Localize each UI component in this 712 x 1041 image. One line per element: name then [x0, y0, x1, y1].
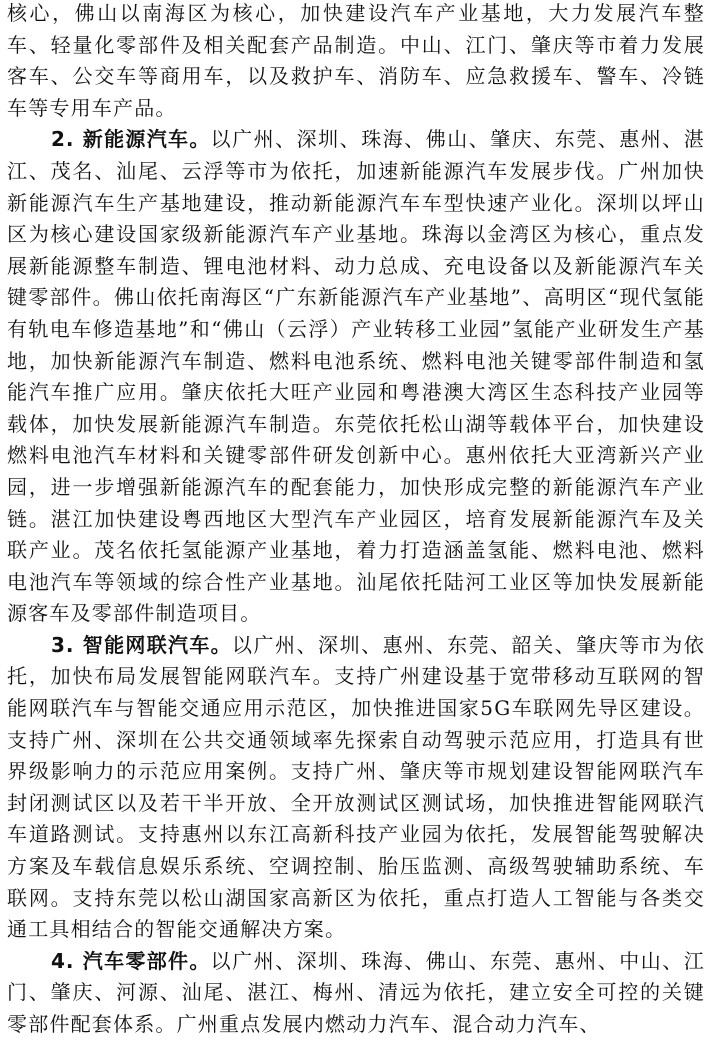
paragraph-intelligent-connected-vehicles-body: 以广州、深圳、惠州、东莞、韶关、肇庆等市为依托，加快布局发展智能网联汽车。支持广州建设基于宽带移动互联网的智能网联汽车与智能交通应用示范区，加快推进国家5G车联网先导区建设。支持广州、深圳在公共交通领域率先探索自动驾驶示范应用，打造具有世界级影响力的示范应用案例。支持广州、肇庆等市规划建设智能网联汽车封闭测试区以及若干半开放、全开放测试区测试场，加快推进智能网联汽车道路测试。支持惠州以东江高新科技产业园为依托，发展智能驾驶解决方案及车载信息娱乐系统、空调控制、胎压监测、高级驾驶辅助系统、车联网。支持东莞以松山湖国家高新区为依托，重点打造人工智能与各类交通工具相结合的智能交通解决方案。 — [7, 632, 705, 942]
paragraph-auto-parts — [7, 946, 705, 1041]
paragraph-intro — [7, 0, 705, 124]
section-heading-intelligent-connected-vehicles: 3. 智能网联汽车。 — [51, 632, 232, 657]
paragraph-auto-parts-body: 以广州、深圳、珠海、佛山、东莞、惠州、中山、江门、肇庆、河源、汕尾、湛江、梅州、清远为依托，建立安全可控的关键零部件配套体系。广州重点发展内燃动力汽车、混合动力汽车、 — [7, 948, 705, 1036]
paragraph-new-energy-vehicles — [7, 124, 705, 630]
section-heading-new-energy-vehicles: 2. 新能源汽车。 — [51, 127, 211, 152]
document-page — [7, 0, 705, 1041]
paragraph-intro-body: 核心，佛山以南海区为核心，加快建设汽车产业基地，大力发展汽车整车、轻量化零部件及相关配套产品制造。中山、江门、肇庆等市着力发展客车、公交车等商用车，以及救护车、消防车、应急救援车、警车、冷链车等专用车产品。 — [7, 1, 705, 120]
paragraph-intelligent-connected-vehicles — [7, 630, 705, 946]
section-heading-auto-parts: 4. 汽车零部件。 — [51, 948, 211, 973]
paragraph-new-energy-vehicles-body: 以广州、深圳、珠海、佛山、肇庆、东莞、惠州、湛江、茂名、汕尾、云浮等市为依托，加速新能源汽车发展步伐。广州加快新能源汽车生产基地建设，推动新能源汽车车型快速产业化。深圳以坪山区为核心建设国家级新能源汽车产业基地。珠海以金湾区为核心，重点发展新能源整车制造、锂电池材料、动力总成、充电设备以及新能源汽车关键零部件。佛山依托南海区“广东新能源汽车产业基地”、高明区“现代氢能有轨电车修造基地”和“佛山（云浮）产业转移工业园”氢能产业研发生产基地，加快新能源汽车制造、燃料电池系统、燃料电池关键零部件制造和氢能汽车推广应用。肇庆依托大旺产业园和粤港澳大湾区生态科技产业园等载体，加快发展新能源汽车制造。东莞依托松山湖等载体平台，加快建设燃料电池汽车材料和关键零部件研发创新中心。惠州依托大亚湾新兴产业园，进一步增强新能源汽车的配套能力，加快形成完整的新能源汽车产业链。湛江加快建设粤西地区大型汽车产业园区，培育发展新能源汽车及关联产业。茂名依托氢能源产业基地，着力打造涵盖氢能、燃料电池、燃料电池汽车等领域的综合性产业基地。汕尾依托陆河工业区等加快发展新能源客车及零部件制造项目。 — [7, 127, 705, 626]
